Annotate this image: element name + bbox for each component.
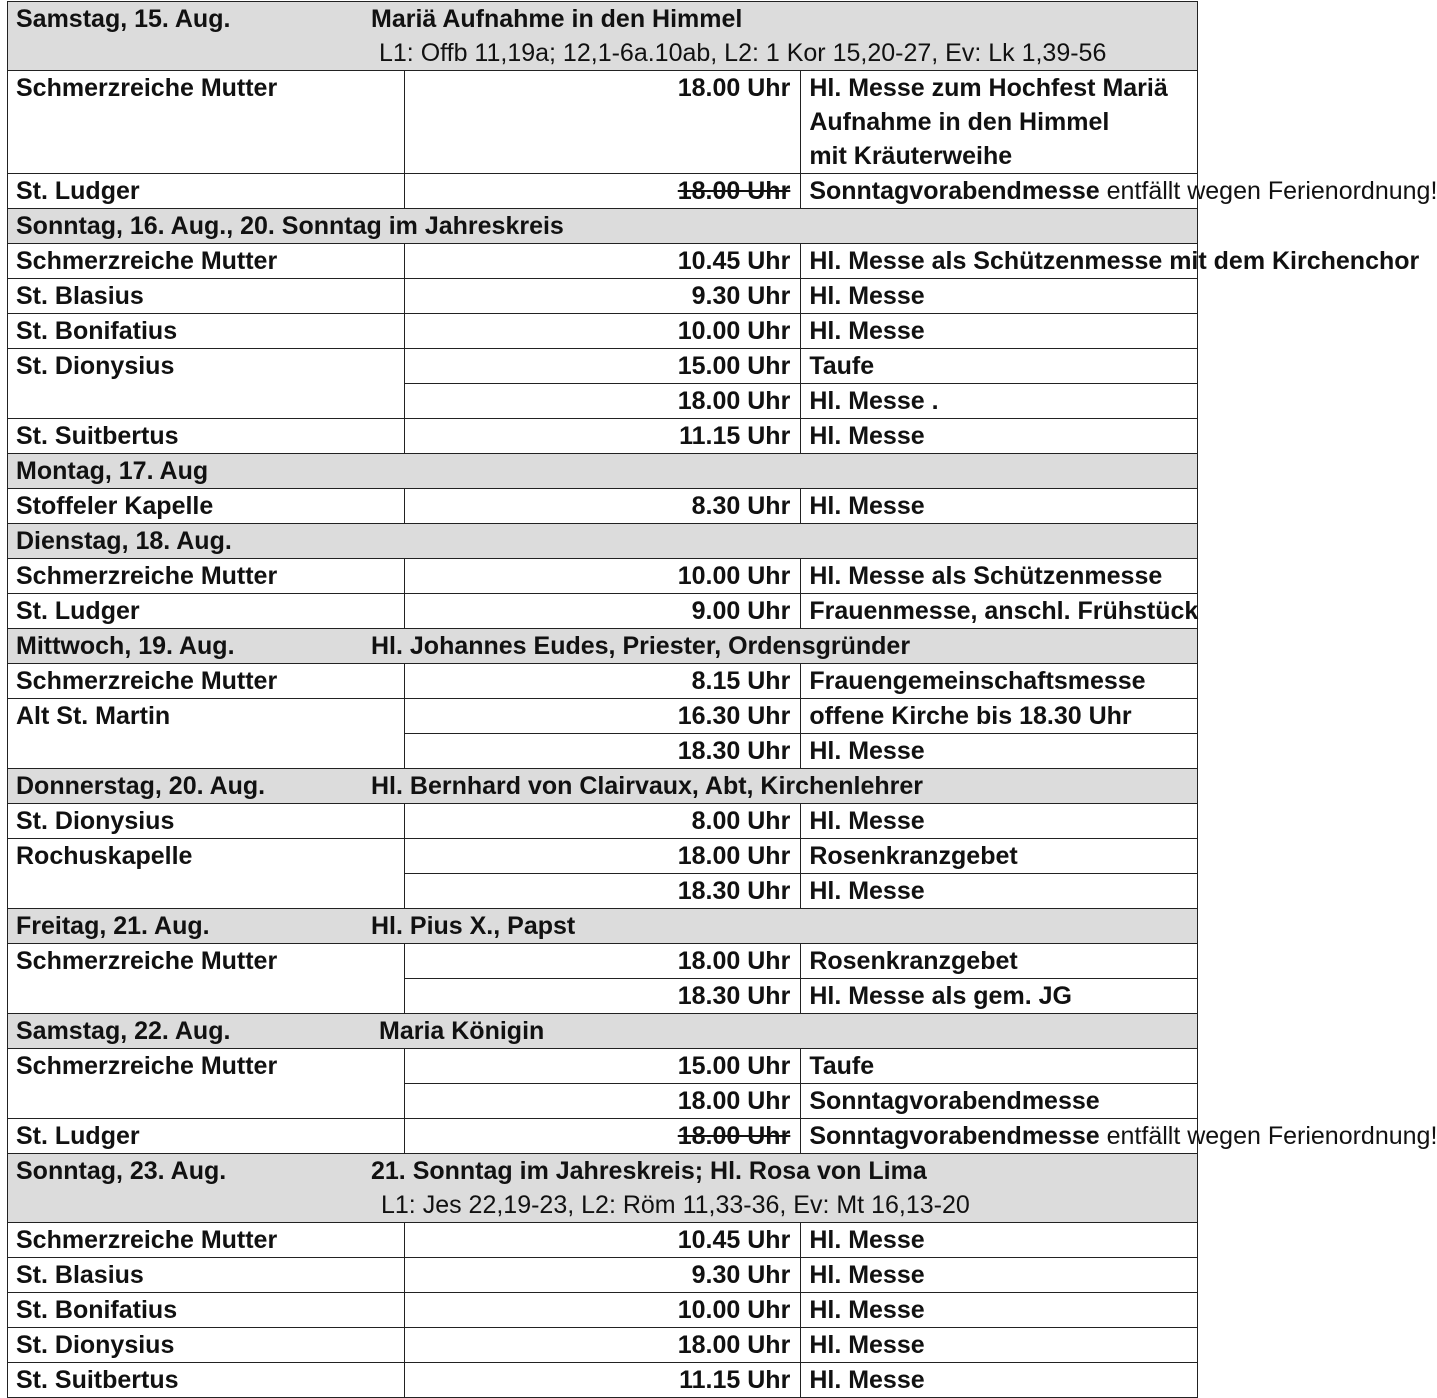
feast-name: Hl. Pius X., Papst: [371, 912, 576, 940]
table-row: [8, 279, 1198, 314]
time: 11.15 Uhr: [404, 419, 801, 454]
location: Schmerzreiche Mutter: [8, 1049, 405, 1084]
time: 10.45 Uhr: [404, 244, 801, 279]
description: Hl. Messe: [801, 734, 1198, 769]
table-row: [8, 944, 1198, 979]
description-line2: mit Kräuterweihe: [809, 142, 1013, 170]
time: 18.00 Uhr: [404, 384, 801, 419]
day-header: [8, 2, 1198, 71]
feast-name: Maria Königin: [379, 1017, 545, 1045]
table-row: [8, 1258, 1198, 1293]
location: Schmerzreiche Mutter: [8, 944, 405, 979]
description: Hl. Messe: [801, 1363, 1198, 1398]
time: 18.30 Uhr: [404, 874, 801, 909]
cancellation-note: entfällt wegen Ferienordnung!: [1106, 1122, 1437, 1150]
table-row: [8, 1363, 1198, 1398]
location: [8, 874, 405, 909]
time: 11.15 Uhr: [404, 1363, 801, 1398]
day-header: [8, 909, 1198, 944]
description: Hl. Messe: [801, 1293, 1198, 1328]
description: Hl. Messe: [801, 314, 1198, 349]
feast-name: Hl. Johannes Eudes, Priester, Ordensgründer: [371, 632, 911, 660]
description: Hl. Messe: [801, 804, 1198, 839]
table-row: [8, 1293, 1198, 1328]
location: [8, 384, 405, 419]
time: [404, 174, 801, 209]
time: 9.00 Uhr: [404, 594, 801, 629]
time: 18.00 Uhr: [404, 944, 801, 979]
time: 9.30 Uhr: [404, 279, 801, 314]
location: St. Dionysius: [8, 804, 405, 839]
day-header: [8, 209, 1198, 244]
day-label: Sonntag, 23. Aug.: [16, 1157, 227, 1185]
table-row: [8, 1049, 1198, 1084]
schedule-table: [7, 1, 1437, 1398]
description-text: Sonntagvorabendmesse: [809, 177, 1100, 205]
feast-name: Hl. Bernhard von Clairvaux, Abt, Kirchenlehrer: [371, 772, 923, 800]
location: Alt St. Martin: [8, 699, 405, 734]
location: Stoffeler Kapelle: [8, 489, 405, 524]
day-header: [8, 629, 1198, 664]
time: 10.00 Uhr: [404, 559, 801, 594]
description: Hl. Messe .: [801, 384, 1198, 419]
time: 15.00 Uhr: [404, 1049, 801, 1084]
description: offene Kirche bis 18.30 Uhr: [801, 699, 1198, 734]
table-row: [8, 71, 1198, 174]
time: 18.30 Uhr: [404, 734, 801, 769]
location: [8, 734, 405, 769]
description: Hl. Messe: [801, 1223, 1198, 1258]
time: 18.00 Uhr: [404, 71, 801, 174]
table-row: [8, 804, 1198, 839]
location: St. Suitbertus: [8, 419, 405, 454]
day-label: Samstag, 22. Aug.: [16, 1017, 231, 1045]
readings: L1: Offb 11,19a; 12,1-6a.10ab, L2: 1 Kor 15,20-27, Ev: Lk 1,39-56: [379, 39, 1107, 67]
description: Taufe: [801, 1049, 1198, 1084]
day-label: Montag, 17. Aug: [8, 454, 1198, 489]
description: Taufe: [801, 349, 1198, 384]
table-row: [8, 384, 1198, 419]
description: Hl. Messe: [801, 1258, 1198, 1293]
description: Frauenmesse, anschl. Frühstück: [801, 594, 1198, 629]
day-header: [8, 524, 1198, 559]
description: Hl. Messe als Schützenmesse mit dem Kirchenchor: [801, 244, 1198, 279]
time: 8.00 Uhr: [404, 804, 801, 839]
description-text: Sonntagvorabendmesse: [809, 1122, 1100, 1150]
table-row: [8, 314, 1198, 349]
location: St. Ludger: [8, 594, 405, 629]
table-row: [8, 559, 1198, 594]
day-label: Dienstag, 18. Aug.: [8, 524, 1198, 559]
location: Schmerzreiche Mutter: [8, 71, 405, 174]
time: 10.00 Uhr: [404, 1293, 801, 1328]
cancellation-note: entfällt wegen Ferienordnung!: [1106, 177, 1437, 205]
readings: L1: Jes 22,19-23, L2: Röm 11,33-36, Ev: Mt 16,13-20: [381, 1191, 970, 1219]
table-row: [8, 664, 1198, 699]
day-header: [8, 454, 1198, 489]
table-row: [8, 489, 1198, 524]
description: [801, 174, 1437, 209]
day-header: [8, 769, 1198, 804]
time: [404, 1119, 801, 1154]
description: Hl. Messe als gem. JG: [801, 979, 1198, 1014]
description-line1: Hl. Messe zum Hochfest Mariä Aufnahme in den Himmel: [809, 74, 1168, 136]
location: [8, 979, 405, 1014]
day-header: [8, 1154, 1198, 1223]
location: St. Bonifatius: [8, 1293, 405, 1328]
table-row: [8, 1084, 1198, 1119]
location: Rochuskapelle: [8, 839, 405, 874]
location: St. Dionysius: [8, 1328, 405, 1363]
table-row: [8, 244, 1198, 279]
description: [801, 71, 1198, 174]
table-row: [8, 349, 1198, 384]
table-row: [8, 1119, 1198, 1154]
feast-name: 21. Sonntag im Jahreskreis; Hl. Rosa von Lima: [371, 1157, 927, 1185]
description: [801, 1119, 1437, 1154]
table-row: [8, 419, 1198, 454]
table-row: [8, 1223, 1198, 1258]
location: [8, 1084, 405, 1119]
table-row: [8, 874, 1198, 909]
cancelled-time: 18.00 Uhr: [677, 177, 791, 205]
description: Hl. Messe: [801, 419, 1198, 454]
time: 10.45 Uhr: [404, 1223, 801, 1258]
location: St. Blasius: [8, 279, 405, 314]
table-row: [8, 1328, 1198, 1363]
description: Hl. Messe: [801, 279, 1198, 314]
time: 10.00 Uhr: [404, 314, 801, 349]
location: St. Suitbertus: [8, 1363, 405, 1398]
location: Schmerzreiche Mutter: [8, 244, 405, 279]
description: Hl. Messe: [801, 489, 1198, 524]
day-label: Donnerstag, 20. Aug.: [16, 772, 266, 800]
description: Rosenkranzgebet: [801, 839, 1198, 874]
description: Sonntagvorabendmesse: [801, 1084, 1198, 1119]
description: Rosenkranzgebet: [801, 944, 1198, 979]
description: Hl. Messe als Schützenmesse: [801, 559, 1198, 594]
location: Schmerzreiche Mutter: [8, 1223, 405, 1258]
time: 18.30 Uhr: [404, 979, 801, 1014]
location: St. Ludger: [8, 1119, 405, 1154]
description: Frauengemeinschaftsmesse: [801, 664, 1198, 699]
table-row: [8, 979, 1198, 1014]
table-row: [8, 734, 1198, 769]
table-row: [8, 699, 1198, 734]
table-row: [8, 174, 1198, 209]
time: 18.00 Uhr: [404, 839, 801, 874]
table-row: [8, 594, 1198, 629]
day-label: Freitag, 21. Aug.: [16, 912, 210, 940]
location: St. Bonifatius: [8, 314, 405, 349]
location: Schmerzreiche Mutter: [8, 664, 405, 699]
time: 8.30 Uhr: [404, 489, 801, 524]
cancelled-time: 18.00 Uhr: [677, 1122, 791, 1150]
time: 16.30 Uhr: [404, 699, 801, 734]
day-label: Samstag, 15. Aug.: [16, 5, 231, 33]
time: 9.30 Uhr: [404, 1258, 801, 1293]
feast-name: Mariä Aufnahme in den Himmel: [371, 5, 743, 33]
description: Hl. Messe: [801, 1328, 1198, 1363]
time: 18.00 Uhr: [404, 1328, 801, 1363]
location: St. Ludger: [8, 174, 405, 209]
location: St. Blasius: [8, 1258, 405, 1293]
time: 15.00 Uhr: [404, 349, 801, 384]
description: Hl. Messe: [801, 874, 1198, 909]
day-label: Mittwoch, 19. Aug.: [16, 632, 235, 660]
table-row: [8, 839, 1198, 874]
time: 8.15 Uhr: [404, 664, 801, 699]
day-header: [8, 1014, 1198, 1049]
location: Schmerzreiche Mutter: [8, 559, 405, 594]
location: St. Dionysius: [8, 349, 405, 384]
day-label: Sonntag, 16. Aug., 20. Sonntag im Jahreskreis: [8, 209, 1198, 244]
time: 18.00 Uhr: [404, 1084, 801, 1119]
